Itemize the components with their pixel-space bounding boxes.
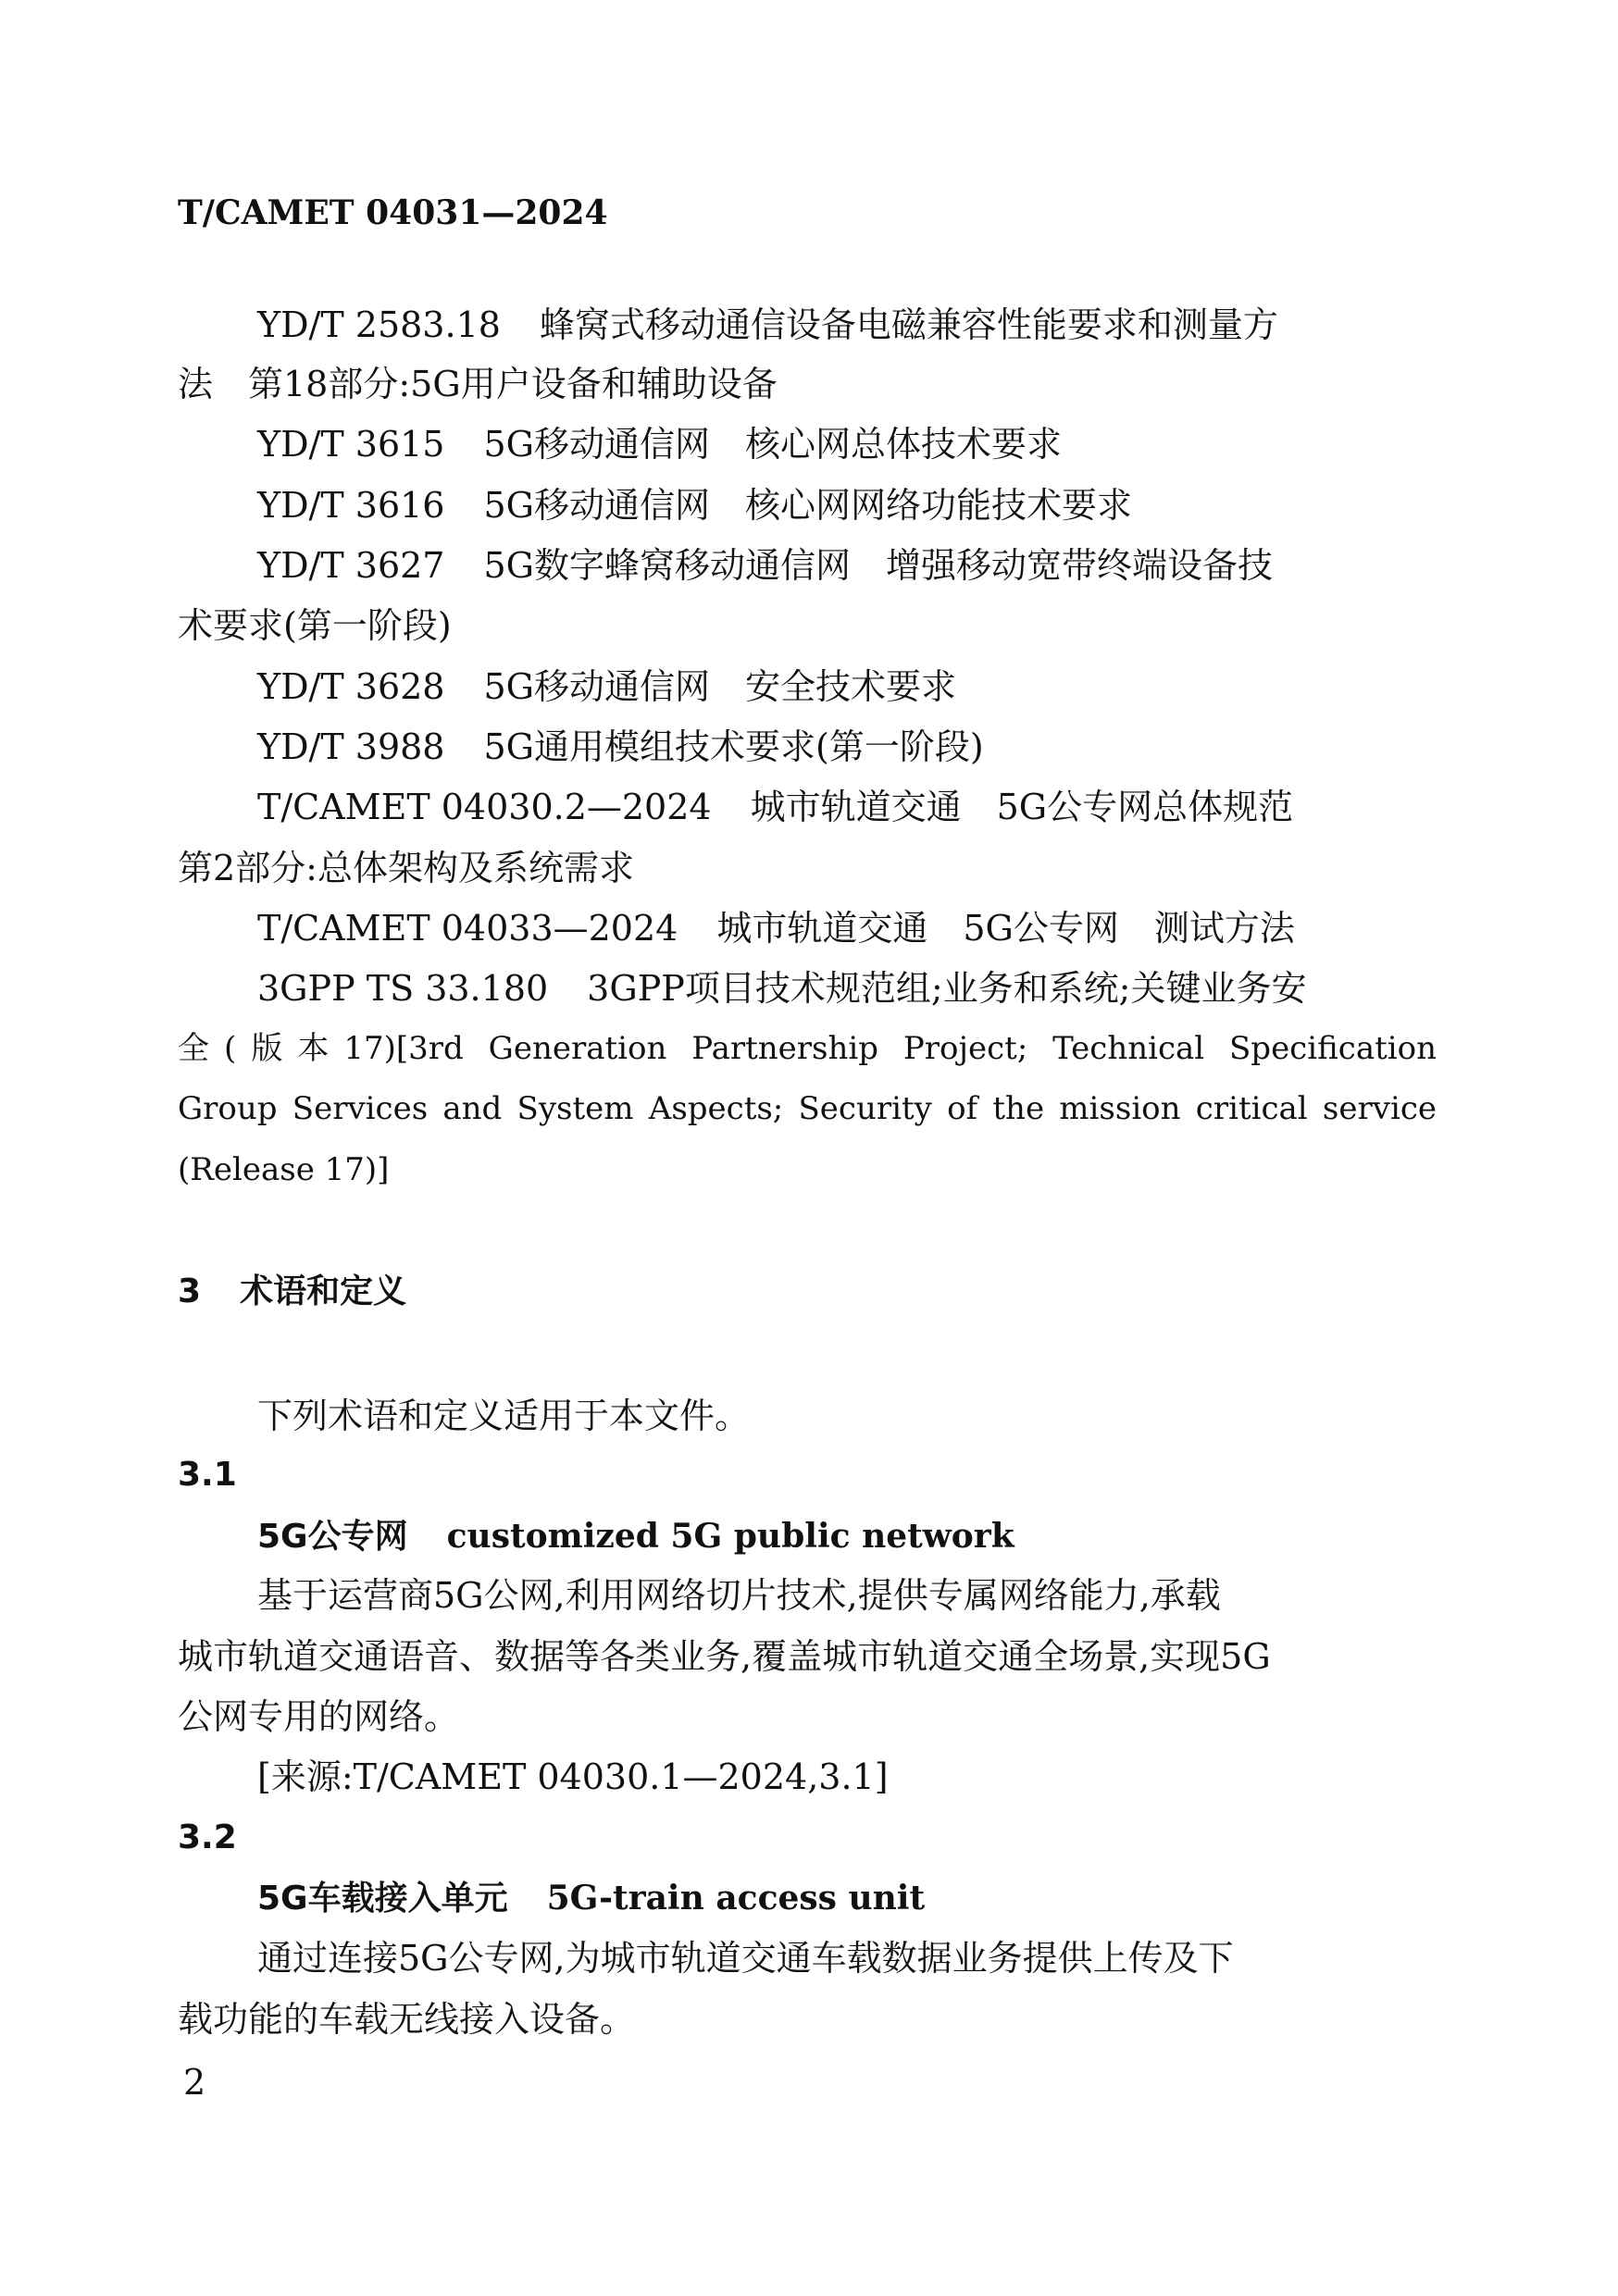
reference-code: YD/T 3628 (257, 666, 445, 707)
term-definition: 城市轨道交通语音、数据等各类业务,覆盖城市轨道交通全场景,实现5G (178, 1636, 1271, 1677)
reference-item (257, 964, 1437, 1012)
reference-item (257, 904, 1516, 952)
reference-item (257, 663, 1516, 711)
term-en: customized 5G public network (446, 1517, 1014, 1556)
reference-title: 蜂窝式移动通信设备电磁兼容性能要求和测量方 (539, 304, 1278, 345)
term-definition: 基于运营商5G公网,利用网络切片技术,提供专属网络能力,承载 (257, 1575, 1221, 1616)
term-number: 3.2 (178, 1818, 237, 1856)
section-title: 术语和定义 (240, 1272, 407, 1310)
reference-title: 城市轨道交通 5G公专网总体规范 (750, 787, 1294, 827)
reference-title: 5G移动通信网 核心网总体技术要求 (483, 424, 1063, 465)
reference-title-continuation: 第2部分:总体架构及系统需求 (178, 848, 634, 888)
reference-code: YD/T 3988 (257, 726, 445, 767)
reference-code: YD/T 3616 (257, 485, 445, 526)
section-number: 3 (178, 1272, 202, 1310)
reference-title: 3GPP项目技术规范组;业务和系统;关键业务安 (587, 968, 1307, 1009)
term-zh: 5G车载接入单元 (257, 1880, 508, 1917)
standard-id-header: T/CAMET 04031—2024 (178, 193, 608, 232)
term-number: 3.1 (178, 1456, 237, 1494)
reference-code: T/CAMET 04033—2024 (257, 908, 678, 949)
reference-code: YD/T 3615 (257, 424, 445, 465)
reference-item (257, 723, 1516, 771)
reference-title-continuation: 全(版本17)[3rd Generation Partnership Project; Technical Specification (178, 1030, 1437, 1067)
term-heading (257, 1512, 1014, 1561)
reference-code: 3GPP TS 33.180 (257, 968, 549, 1009)
page-number: 2 (183, 2062, 206, 2103)
reference-title: 5G移动通信网 安全技术要求 (483, 666, 957, 707)
reference-code: YD/T 3627 (257, 545, 445, 586)
reference-title: 5G数字蜂窝移动通信网 增强移动宽带终端设备技 (483, 545, 1274, 586)
reference-item (257, 783, 1516, 831)
term-heading (257, 1874, 925, 1923)
reference-item (257, 420, 1516, 468)
reference-title-continuation: (Release 17)] (178, 1151, 390, 1188)
reference-item (257, 301, 1437, 349)
term-definition: 公网专用的网络。 (178, 1696, 460, 1737)
reference-item (257, 481, 1516, 529)
reference-title: 5G移动通信网 核心网网络功能技术要求 (483, 485, 1133, 526)
reference-code: YD/T 2583.18 (257, 304, 501, 345)
reference-title: 城市轨道交通 5G公专网 测试方法 (716, 908, 1295, 949)
section-heading (178, 1268, 406, 1316)
term-zh: 5G公专网 (257, 1518, 408, 1556)
term-source: [来源:T/CAMET 04030.1—2024,3.1] (257, 1756, 889, 1797)
term-definition: 载功能的车载无线接入设备。 (178, 1999, 636, 2040)
reference-title-continuation: Group Services and System Aspects; Security of the mission critical service (178, 1090, 1437, 1127)
reference-title-continuation: 法 第18部分:5G用户设备和辅助设备 (178, 364, 778, 404)
term-definition: 通过连接5G公专网,为城市轨道交通车载数据业务提供上传及下 (257, 1938, 1234, 1979)
reference-title: 5G通用模组技术要求(第一阶段) (483, 726, 984, 767)
reference-item (257, 541, 1516, 590)
term-en: 5G-train access unit (546, 1879, 926, 1917)
reference-title-continuation: 术要求(第一阶段) (178, 605, 452, 646)
section-intro: 下列术语和定义适用于本文件。 (257, 1396, 751, 1436)
reference-code: T/CAMET 04030.2—2024 (257, 787, 712, 827)
